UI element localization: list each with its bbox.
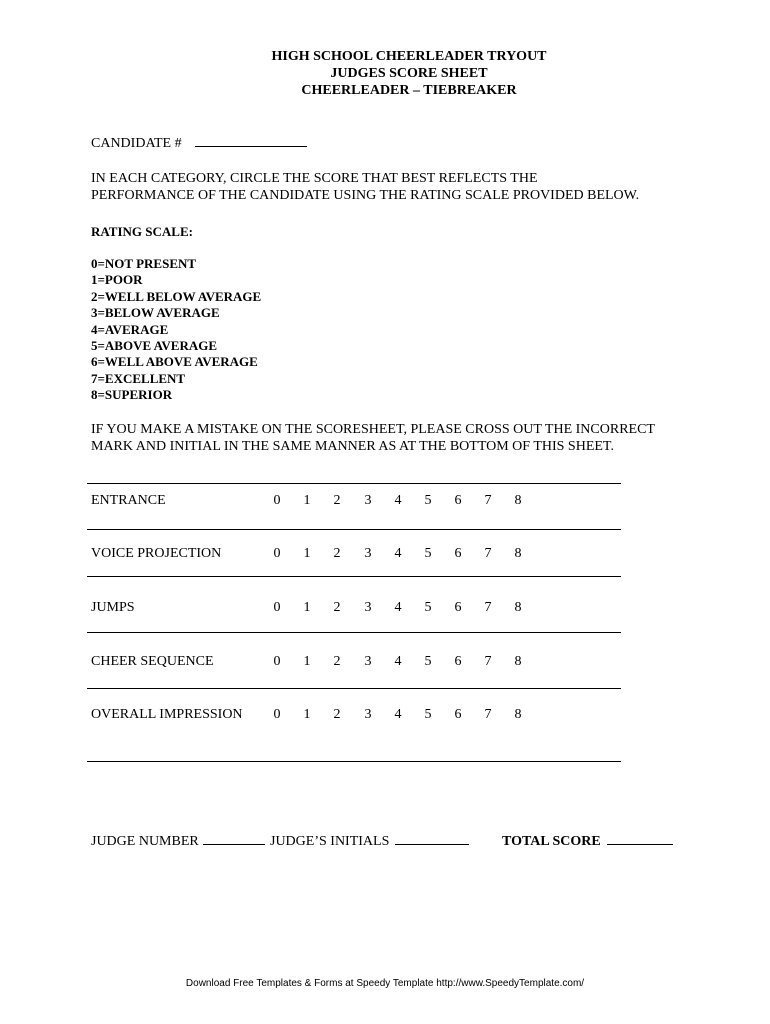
score-option[interactable]: 5 [424, 493, 432, 508]
rating-scale-item: 2=WELL BELOW AVERAGE [91, 288, 262, 304]
category-label: OVERALL IMPRESSION [91, 707, 243, 722]
score-option[interactable]: 2 [333, 546, 341, 561]
category-label: CHEER SEQUENCE [91, 654, 214, 669]
score-option[interactable]: 1 [303, 546, 311, 561]
score-option[interactable]: 2 [333, 493, 341, 508]
score-option[interactable]: 7 [484, 707, 492, 722]
score-option[interactable]: 3 [364, 707, 372, 722]
score-option[interactable]: 3 [364, 600, 372, 615]
score-option[interactable]: 5 [424, 600, 432, 615]
score-option[interactable]: 0 [273, 707, 281, 722]
sheet-title-line-1: HIGH SCHOOL CHEERLEADER TRYOUT [271, 49, 547, 64]
judge-number-field [91, 831, 265, 851]
mistake-note-line-2: MARK AND INITIAL IN THE SAME MANNER AS AT THE BOTTOM OF THIS SHEET. [91, 439, 614, 454]
score-option[interactable]: 8 [514, 493, 522, 508]
score-option[interactable]: 4 [394, 600, 402, 615]
score-option[interactable]: 1 [303, 654, 311, 669]
score-option[interactable]: 6 [454, 654, 462, 669]
sheet-title-line-3: CHEERLEADER – TIEBREAKER [301, 83, 517, 98]
judge-initials-blank[interactable] [395, 831, 469, 845]
judge-number-blank[interactable] [203, 831, 265, 845]
score-option[interactable]: 5 [424, 654, 432, 669]
judge-number-label: JUDGE NUMBER [91, 834, 199, 849]
score-option[interactable]: 8 [514, 546, 522, 561]
category-label: JUMPS [91, 600, 135, 615]
footer-text: Download Free Templates & Forms at Speedy Template http://www.SpeedyTemplate.com/ [185, 978, 585, 989]
instructions-line-2: PERFORMANCE OF THE CANDIDATE USING THE RATING SCALE PROVIDED BELOW. [91, 188, 640, 203]
score-option[interactable]: 8 [514, 600, 522, 615]
candidate-field [91, 133, 307, 153]
rating-scale-item: 4=AVERAGE [91, 321, 169, 337]
table-rule [87, 529, 621, 530]
score-option[interactable]: 0 [273, 600, 281, 615]
total-score-blank[interactable] [607, 831, 673, 845]
score-option[interactable]: 2 [333, 707, 341, 722]
rating-scale-item: 3=BELOW AVERAGE [91, 305, 220, 321]
category-label: ENTRANCE [91, 493, 166, 508]
candidate-number-blank[interactable] [195, 133, 307, 147]
score-option[interactable]: 8 [514, 707, 522, 722]
score-option[interactable]: 7 [484, 600, 492, 615]
score-option[interactable]: 3 [364, 654, 372, 669]
score-option[interactable]: 1 [303, 707, 311, 722]
rating-scale-item: 8=SUPERIOR [91, 387, 173, 403]
score-option[interactable]: 7 [484, 654, 492, 669]
judge-initials-label: JUDGE’S INITIALS [270, 834, 390, 849]
rating-scale-item: 1=POOR [91, 272, 143, 288]
rating-scale-item: 5=ABOVE AVERAGE [91, 338, 218, 354]
score-option[interactable]: 6 [454, 546, 462, 561]
rating-scale-item: 0=NOT PRESENT [91, 256, 197, 271]
score-option[interactable]: 3 [364, 493, 372, 508]
score-option[interactable]: 7 [484, 493, 492, 508]
score-option[interactable]: 5 [424, 546, 432, 561]
score-option[interactable]: 8 [514, 654, 522, 669]
rating-scale-heading: RATING SCALE: [91, 224, 193, 239]
score-option[interactable]: 0 [273, 493, 281, 508]
rating-scale-list [91, 256, 261, 404]
sheet-title-line-2: JUDGES SCORE SHEET [330, 66, 488, 81]
table-rule [87, 632, 621, 633]
rating-scale-item: 7=EXCELLENT [91, 370, 186, 386]
score-option[interactable]: 3 [364, 546, 372, 561]
category-label: VOICE PROJECTION [91, 546, 222, 561]
score-option[interactable]: 0 [273, 654, 281, 669]
score-option[interactable]: 1 [303, 493, 311, 508]
score-option[interactable]: 4 [394, 493, 402, 508]
mistake-note-line-1: IF YOU MAKE A MISTAKE ON THE SCORESHEET, PLEASE CROSS OUT THE INCORRECT [91, 422, 655, 437]
score-option[interactable]: 4 [394, 707, 402, 722]
total-score-field [502, 831, 673, 851]
score-option[interactable]: 4 [394, 546, 402, 561]
score-option[interactable]: 5 [424, 707, 432, 722]
rating-scale-item: 6=WELL ABOVE AVERAGE [91, 354, 258, 370]
score-option[interactable]: 6 [454, 600, 462, 615]
score-option[interactable]: 1 [303, 600, 311, 615]
score-option[interactable]: 2 [333, 600, 341, 615]
table-rule [87, 576, 621, 577]
judge-initials-field [270, 831, 469, 851]
score-option[interactable]: 6 [454, 493, 462, 508]
score-option[interactable]: 4 [394, 654, 402, 669]
total-score-label: TOTAL SCORE [502, 834, 601, 849]
instructions-line-1: IN EACH CATEGORY, CIRCLE THE SCORE THAT BEST REFLECTS THE [91, 171, 538, 186]
table-rule-top [87, 483, 621, 484]
table-rule-bottom [87, 761, 621, 762]
score-option[interactable]: 7 [484, 546, 492, 561]
candidate-label: CANDIDATE # [91, 136, 182, 151]
score-option[interactable]: 6 [454, 707, 462, 722]
table-rule [87, 688, 621, 689]
score-option[interactable]: 0 [273, 546, 281, 561]
score-option[interactable]: 2 [333, 654, 341, 669]
